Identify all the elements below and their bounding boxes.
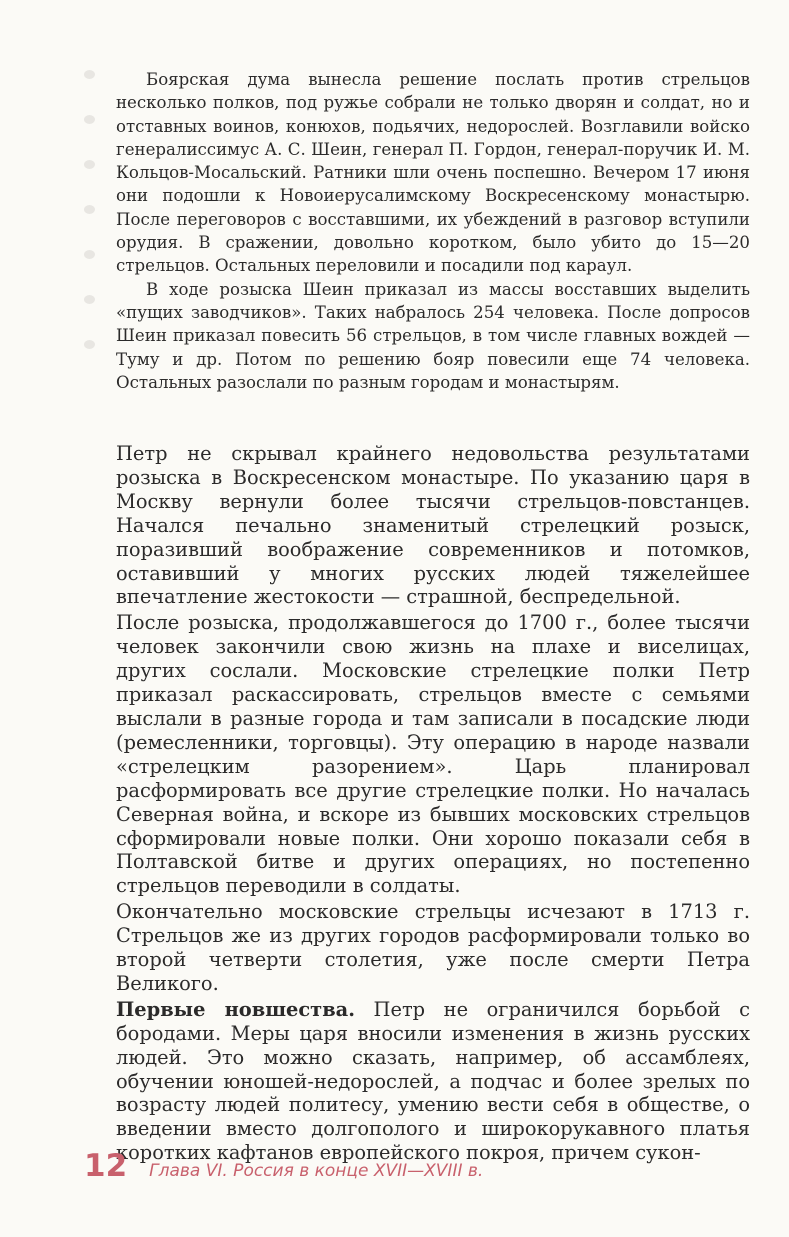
small-print-block (116, 68, 750, 394)
margin-dot (84, 115, 95, 124)
main-paragraph: Петр не скрывал крайнего недовольства результатами розыска в Воскресенском монастыре. По указанию царя в Москву вернули более тысячи стрельцов-повстанцев. Начался печально знаменитый стрелецкий розыск, поразивший воображение современников и потомков, оставивший у многих русских людей тяжелейшее впечатление жестокости — страшной, беспредельной. (116, 442, 750, 609)
margin-dot (84, 160, 95, 169)
section-lead-text: Петр не ограничился борьбой с бородами. Меры царя вносили изменения в жизнь русских людей. Это можно сказать, например, об ассамблеях, обучении юношей-недорослей, а подчас и более зрелых по возрасту людей политесу, умению вести себя в обществе, о введении вместо долгополого и широкорукавного платья коротких кафтанов европейского покроя, причем сукон- (116, 997, 750, 1165)
margin-dot (84, 205, 95, 214)
small-paragraph: В ходе розыска Шеин приказал из массы восставших выделить «пущих заводчиков». Таких набралось 254 человека. После допросов Шеин приказал повесить 56 стрельцов, в том числе главных вождей — Туму и др. Потом по решению бояр повесили еще 74 человека. Остальных разослали по разным городам и монастырям. (116, 279, 750, 392)
margin-dot (84, 70, 95, 79)
section-paragraph (116, 998, 750, 1165)
small-paragraph: Боярская дума вынесла решение послать против стрельцов несколько полков, под ружье собрали не только дворян и солдат, но и отставных воинов, конюхов, подьячих, недорослей. Возглавили войско генералиссимус А. С. Шеин, генерал П. Гордон, генерал-поручик И. М. Кольцов-Мосальский. Ратники шли очень поспешно. Вечером 17 июня они подошли к Новоиерусалимскому Воскресенскому монастырю. После переговоров с восставшими, их убеждений в разговор вступили орудия. В сражении, довольно коротком, было убито до 15—20 стрельцов. Остальных переловили и посадили под караул. (116, 70, 750, 276)
margin-dot-marks (84, 70, 98, 385)
page-footer (84, 1148, 483, 1188)
main-paragraph: После розыска, продолжавшегося до 1700 г., более тысячи человек закончили свою жизнь на плахе и виселицах, других сослали. Московские стрелецкие полки Петр приказал раскассировать, стрельцов вместе с семьями выслали в разные города и там записали в посадские люди (ремесленники, торговцы). Эту операцию в народе назвали «стрелецким разорением». Царь планировал расформировать все другие стрелецкие полки. Но началась Северная война, и вскоре из бывших московских стрельцов сформировали новые полки. Они хорошо показали себя в Полтавской битве и других операциях, но постепенно стрельцов переводили в солдаты. (116, 611, 750, 898)
section-lead-heading: Первые новшества. (116, 997, 355, 1021)
main-text-block (116, 442, 750, 1165)
running-title: Глава VI. Россия в конце XVII—XVIII в. (149, 1161, 484, 1181)
page-number: 12 (84, 1148, 128, 1184)
main-paragraph: Окончательно московские стрельцы исчезают в 1713 г. Стрельцов же из других городов расформировали только во второй четверти столетия, уже после смерти Петра Великого. (116, 900, 750, 995)
margin-dot (84, 250, 95, 259)
margin-dot (84, 340, 95, 349)
margin-dot (84, 295, 95, 304)
